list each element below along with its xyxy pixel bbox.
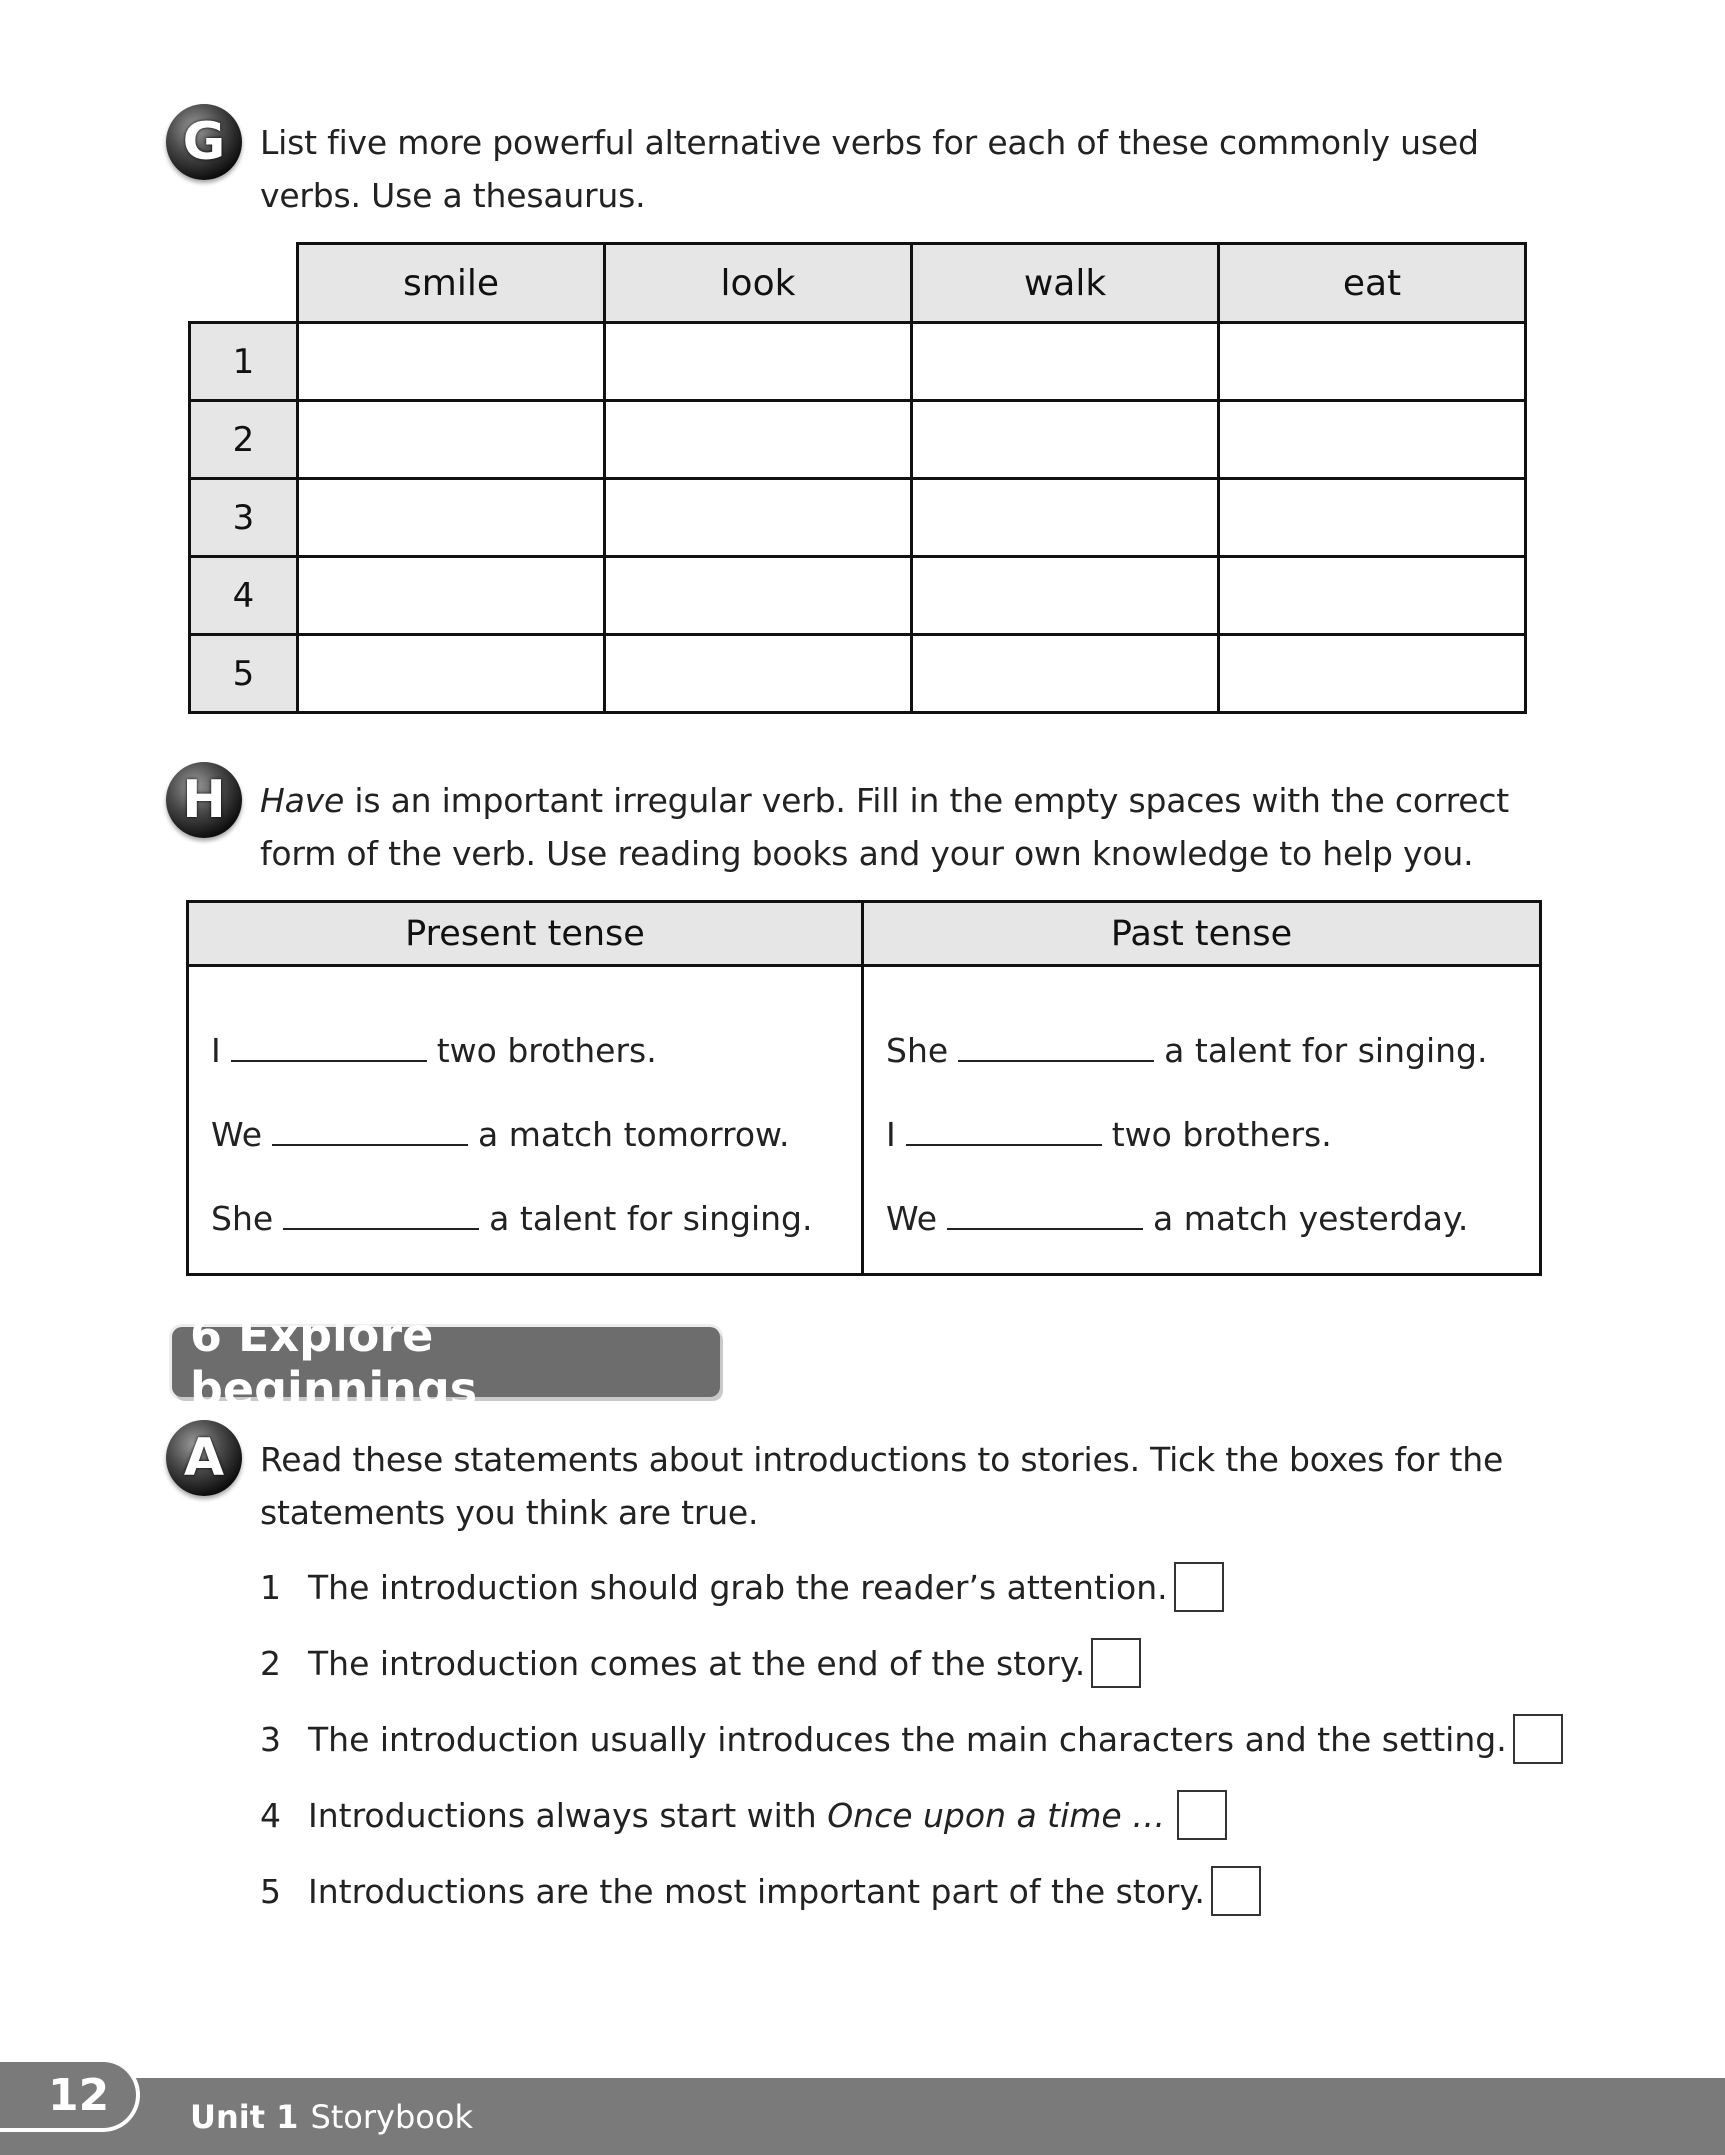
tick-box[interactable] — [1174, 1562, 1224, 1612]
fill-in-blank[interactable] — [231, 1059, 427, 1062]
section-a-instruction — [260, 1433, 1503, 1539]
statement-number: 1 — [260, 1567, 281, 1607]
section-g-instruction-line2: verbs. Use a thesaurus. — [260, 176, 646, 215]
statement-item — [260, 1562, 1224, 1612]
statement-item — [260, 1866, 1261, 1916]
past-sentence — [886, 1031, 1487, 1070]
section-h-badge: H — [166, 762, 242, 838]
sentence-subject: She — [211, 1199, 274, 1238]
have-italic: Have — [260, 781, 345, 820]
column-header-smile: smile — [298, 244, 605, 323]
answer-cell[interactable] — [298, 401, 605, 479]
column-header-walk: walk — [912, 244, 1219, 323]
section-h-instruction-line2: form of the verb. Use reading books and your own knowledge to help you. — [260, 834, 1474, 873]
row-number: 1 — [190, 323, 298, 401]
fill-in-blank[interactable] — [947, 1227, 1143, 1230]
statement-number: 3 — [260, 1719, 281, 1759]
footer-unit: Unit 1 — [190, 2097, 299, 2136]
tense-table — [186, 900, 1542, 1276]
fill-in-blank[interactable] — [272, 1143, 468, 1146]
statement-text: Introductions always start with — [308, 1795, 828, 1835]
answer-cell[interactable] — [1219, 635, 1526, 713]
past-tense-header: Past tense — [864, 903, 1539, 967]
statement-item — [260, 1790, 1227, 1840]
tick-box[interactable] — [1177, 1790, 1227, 1840]
answer-cell[interactable] — [298, 479, 605, 557]
section-g-instruction-line1: List five more powerful alternative verbs for each of these commonly used — [260, 123, 1479, 162]
table-row — [190, 479, 1526, 557]
answer-cell[interactable] — [1219, 479, 1526, 557]
section-g-instruction — [260, 116, 1479, 222]
answer-cell[interactable] — [1219, 323, 1526, 401]
sentence-rest: a match tomorrow. — [478, 1115, 790, 1154]
answer-cell[interactable] — [298, 635, 605, 713]
fill-in-blank[interactable] — [906, 1143, 1102, 1146]
answer-cell[interactable] — [605, 479, 912, 557]
column-header-eat: eat — [1219, 244, 1526, 323]
sentence-subject: I — [886, 1115, 896, 1154]
sentence-rest: two brothers. — [436, 1031, 657, 1070]
answer-cell[interactable] — [912, 323, 1219, 401]
row-number: 4 — [190, 557, 298, 635]
answer-cell[interactable] — [912, 557, 1219, 635]
footer-title — [190, 2078, 473, 2155]
row-number: 5 — [190, 635, 298, 713]
sentence-subject: We — [886, 1199, 937, 1238]
statement-text: The introduction should grab the reader’s attention. — [308, 1567, 1168, 1607]
section-title: 6 Explore beginnings — [172, 1327, 720, 1397]
statement-item — [260, 1638, 1141, 1688]
table-row — [190, 557, 1526, 635]
answer-cell[interactable] — [1219, 557, 1526, 635]
row-number: 2 — [190, 401, 298, 479]
present-tense-header: Present tense — [189, 903, 861, 967]
sentence-subject: We — [211, 1115, 262, 1154]
verbs-table — [188, 242, 1527, 714]
statement-italic-text: Once upon a time … — [827, 1795, 1166, 1835]
answer-cell[interactable] — [605, 323, 912, 401]
table-row — [190, 401, 1526, 479]
present-sentence — [211, 1115, 790, 1154]
section-h-instruction — [260, 774, 1509, 880]
section-a-instruction-line1: Read these statements about introductions to stories. Tick the boxes for the — [260, 1440, 1504, 1479]
table-row — [190, 635, 1526, 713]
statement-text: The introduction usually introduces the main characters and the setting. — [308, 1719, 1507, 1759]
tick-box[interactable] — [1513, 1714, 1563, 1764]
present-sentence — [211, 1031, 657, 1070]
answer-cell[interactable] — [605, 401, 912, 479]
column-divider — [861, 903, 864, 1273]
sentence-subject: She — [886, 1031, 949, 1070]
sentence-subject: I — [211, 1031, 221, 1070]
row-number: 3 — [190, 479, 298, 557]
fill-in-blank[interactable] — [958, 1059, 1154, 1062]
answer-cell[interactable] — [1219, 401, 1526, 479]
answer-cell[interactable] — [912, 479, 1219, 557]
tick-box[interactable] — [1091, 1638, 1141, 1688]
tick-box[interactable] — [1211, 1866, 1261, 1916]
column-header-look: look — [605, 244, 912, 323]
sentence-rest: a match yesterday. — [1153, 1199, 1469, 1238]
past-sentence — [886, 1199, 1468, 1238]
sentence-rest: a talent for singing. — [489, 1199, 813, 1238]
past-sentence — [886, 1115, 1332, 1154]
statement-text: Introductions are the most important part of the story. — [308, 1871, 1205, 1911]
answer-cell[interactable] — [605, 635, 912, 713]
statement-number: 2 — [260, 1643, 281, 1683]
table-row — [190, 323, 1526, 401]
page-number: 12 — [0, 2058, 140, 2132]
section-a-badge: A — [166, 1420, 242, 1496]
answer-cell[interactable] — [912, 635, 1219, 713]
sentence-rest: two brothers. — [1111, 1115, 1332, 1154]
statement-item — [260, 1714, 1563, 1764]
answer-cell[interactable] — [298, 557, 605, 635]
section-h-instruction-line1-rest: is an important irregular verb. Fill in the empty spaces with the correct — [344, 781, 1510, 820]
section-a-instruction-line2: statements you think are true. — [260, 1493, 759, 1532]
sentence-rest: a talent for singing. — [1164, 1031, 1488, 1070]
answer-cell[interactable] — [912, 401, 1219, 479]
footer-storybook: Storybook — [310, 2097, 473, 2136]
statement-text: The introduction comes at the end of the story. — [308, 1643, 1086, 1683]
section-h-instruction-line1 — [260, 774, 1509, 827]
section-g-badge: G — [166, 104, 242, 180]
answer-cell[interactable] — [605, 557, 912, 635]
fill-in-blank[interactable] — [283, 1227, 479, 1230]
statement-number: 5 — [260, 1871, 281, 1911]
statement-number: 4 — [260, 1795, 281, 1835]
present-sentence — [211, 1199, 812, 1238]
answer-cell[interactable] — [298, 323, 605, 401]
